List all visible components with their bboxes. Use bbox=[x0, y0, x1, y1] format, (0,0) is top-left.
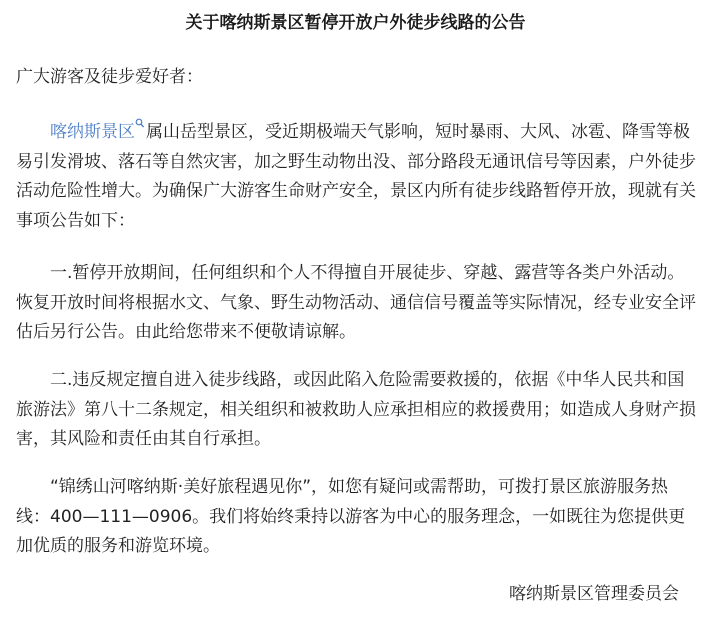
search-icon[interactable] bbox=[135, 118, 145, 130]
paragraph-item-1: 一.暂停开放期间，任何组织和个人不得擅自开展徒步、穿越、露营等各类户外活动。恢复开放时间将根据水文、气象、野生动物活动、通信信号覆盖等实际情况，经专业安全评估后另行公告。由此给您带来不便敬请谅解。 bbox=[16, 263, 696, 342]
paragraph-item-2: 二.违反规定擅自进入徒步线路，或因此陷入危险需要救援的，依据《中华人民共和国旅游法》第八十二条规定，相关组织和被救助人应承担相应的救援费用；如造成人身财产损害，其风险和责任由其自行承担。 bbox=[16, 370, 696, 449]
scenic-area-link[interactable]: 喀纳斯景区 bbox=[50, 122, 135, 142]
signature-organization: 喀纳斯景区管理委员会 bbox=[509, 584, 679, 604]
document-title: 关于喀纳斯景区暂停开放户外徒步线路的公告 bbox=[185, 13, 526, 33]
salutation: 广大游客及徒步爱好者： bbox=[16, 67, 203, 87]
paragraph-intro-text: 属山岳型景区，受近期极端天气影响，短时暴雨、大风、冰雹、降雪等极易引发滑坡、落石等自然灾害，加之野生动物出没、部分路段无通讯信号等因素，户外徒步活动危险性增大。为确保广大游客生命财产安全，景区内所有徒步线路暂停开放，现就有关事项公告如下： bbox=[16, 122, 696, 231]
paragraph-intro bbox=[16, 118, 696, 236]
paragraph-hotline: “锦绣山河喀纳斯·美好旅程遇见你”，如您有疑问或需帮助，可拨打景区旅游服务热线：400—111—0906。我们将始终秉持以游客为中心的服务理念，一如既往为您提供更加优质的服务和游览环境。 bbox=[16, 477, 686, 556]
